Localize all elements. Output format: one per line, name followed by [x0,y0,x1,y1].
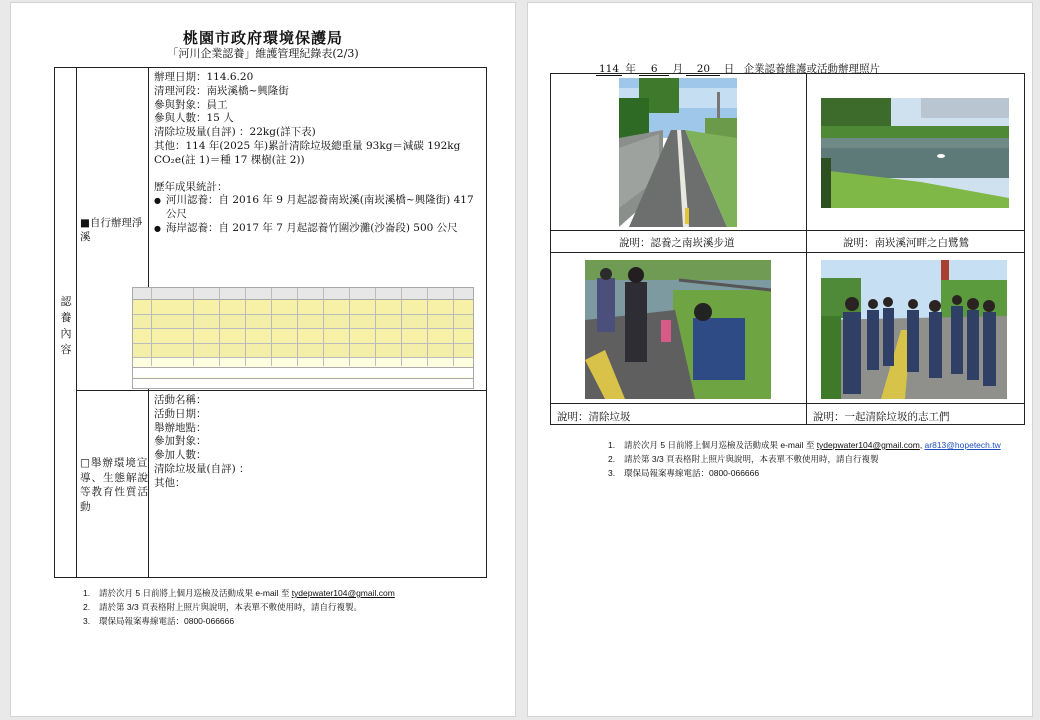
photo-riverside-path [619,78,737,227]
activity-line: 參加對象： [154,435,207,448]
activity-line: 活動日期： [154,407,207,420]
form-subtitle: 「河川企業認養」維護管理紀錄表(2/3) [167,47,359,60]
detail-line: 清理河段：南崁溪橋~興隆街 [154,84,289,97]
activity-line: 活動名稱： [154,394,207,406]
history-bullet: ● 海岸認養：自 2017 年 7 月起認養竹圍沙灘(沙崙段) 500 公尺 [154,222,482,236]
activity-line: 舉辦地點： [154,421,207,434]
table-divider [76,390,486,391]
education-activity-checkbox: □舉辦環境宣導、生態解說等教育性質活動 [80,457,149,513]
table-divider [76,68,77,577]
photo-caption: 說明：南崁溪河畔之白鷺鷥 [843,237,969,249]
cleanup-details [154,71,482,236]
detail-line: 清除垃圾量(自評) ：22kg(詳下表) [154,126,316,139]
photo-grid [550,73,1025,425]
email-link[interactable]: tydepwater104@gmail.com [291,588,395,598]
yearly-statistics-table-image [132,287,474,389]
photo-caption: 說明：清除垃圾 [557,411,631,423]
agency-title: 桃園市政府環境保護局 [182,29,343,47]
form-notes: 1. 請於次月 5 日前將上個月巡檢及活動成果 e-mail 至 tydepwater104@gmail.com 2. 請於第 3/3 頁表格附上照片與說明，本表單不敷使用時，請自行複製。 3. 環保局報案專線電話：0800-066666 [83,588,395,626]
photo-cleanup [585,260,771,399]
email-link[interactable]: tydepwater104@gmail.com [816,440,920,450]
form-notes: 1. 請於次月 5 日前將上個月巡檢及活動成果 e-mail 至 tydepwater104@gmail.com, ar813@hopetech.tw 2. 請於第 3/3 頁表格附上照片與說明，本表單不敷使用時，請自行複製 3. 環保局報案專線電話：0800-066666 [608,440,1001,478]
form-page-2 [527,2,1033,717]
detail-line: CO₂e(註 1)＝種 17 棵樹(註 2)) [154,153,305,166]
activity-line: 清除垃圾量(自評) ： [154,462,250,475]
adoption-content-label: 認 養 內 容 [60,295,72,356]
self-cleanup-checkbox: ■自行辦理淨溪 [80,217,143,243]
form-page-1 [10,2,516,717]
activity-details [154,394,482,491]
detail-line: 其他：114 年(2025 年)累計清除垃圾總重量 93kg＝減碳 192kg [154,139,461,152]
photo-header: 114 年 6 月 20 日 企業認養維護或活動辦理照片 [596,61,880,76]
history-title: 歷年成果統計： [154,180,228,193]
detail-line: 參與對象：員工 [154,98,228,111]
history-bullet: ● 河川認養：自 2016 年 9 月起認養南崁溪(南崁溪橋~興隆街) 417 公尺 [154,194,482,222]
photo-volunteer-group [821,260,1007,399]
email-link[interactable]: ar813@hopetech.tw [924,440,1001,450]
photo-caption: 說明：一起清除垃圾的志工們 [813,411,950,423]
detail-line: 辦理日期：114.6.20 [154,71,254,83]
detail-line: 參與人數：15 人 [154,112,234,125]
photo-egret-river [821,98,1009,208]
activity-line: 參加人數： [154,449,207,462]
photo-caption: 說明：認養之南崁溪步道 [619,237,735,249]
activity-line: 其他： [154,476,186,489]
